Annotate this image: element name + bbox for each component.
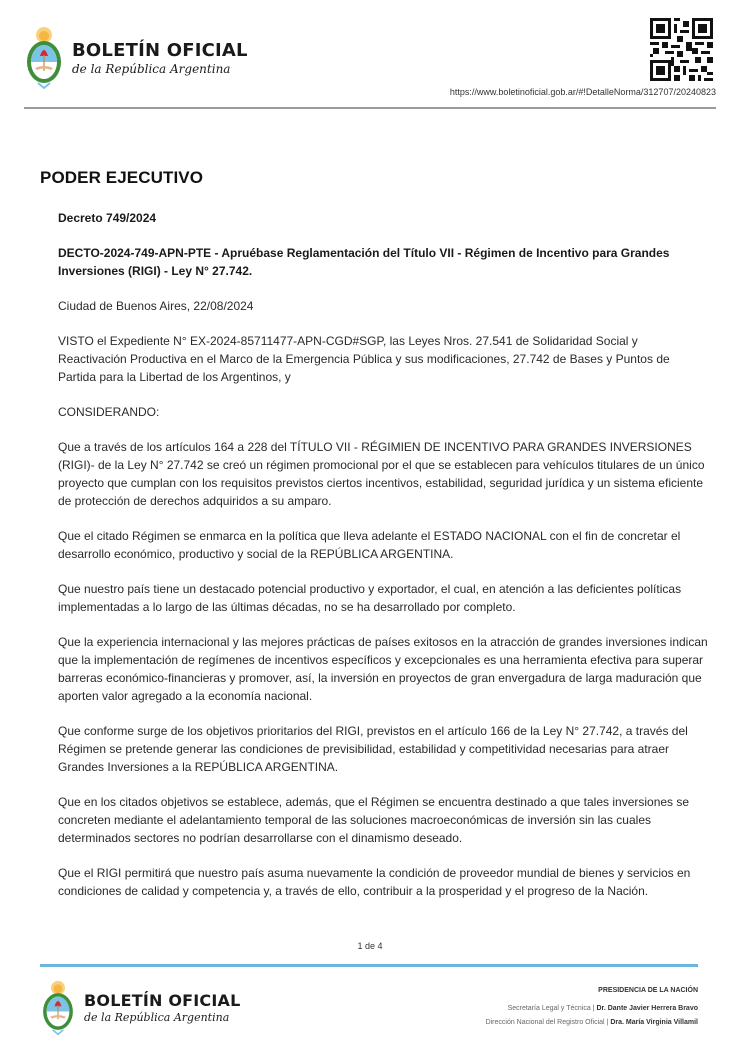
boletin-oficial-logo[interactable] [24,26,248,90]
department-label: Secretaría Legal y Técnica | [507,1005,597,1012]
official-name: Dra. María Virginia Villamil [610,1019,698,1026]
body-paragraph: Que el RIGI permitirá que nuestro país asuma nuevamente la condición de proveedor mundial de bienes y servicios en condiciones de calidad y competencia y, a través de ello, contribuir a la prosperidad y el progreso de la Nación. [58,866,691,898]
coat-of-arms-icon [24,26,64,90]
body-paragraph: Que nuestro país tiene un destacado potencial productivo y exportador, el cual, en atención a las deficientes políticas implementadas a lo largo de las últimas décadas, no se ha desarrollado por completo. [58,582,682,614]
logo-subtitle: de la República Argentina [72,61,231,76]
body-paragraph: Que conforme surge de los objetivos prioritarios del RIGI, previstos en el artículo 166 de la Ley N° 27.742, a través del Régimen se pretende generar las condiciones de previsibilidad, estabilidad y competitividad necesarias para atraer Grandes Inversiones a la REPÚBLICA ARGENTINA. [58,724,688,774]
qr-code-icon[interactable] [650,18,713,81]
official-name: Dr. Dante Javier Herrera Bravo [596,1005,698,1012]
department-label: Dirección Nacional del Registro Oficial | [485,1019,611,1026]
presidency-label: PRESIDENCIA DE LA NACIÓN [598,987,698,994]
document-url[interactable]: https://www.boletinoficial.gob.ar/#!DetalleNorma/312707/20240823 [449,87,716,97]
credit-line-legal [486,1002,698,1016]
place-date: Ciudad de Buenos Aires, 22/08/2024 [58,299,254,313]
footer-logo-title: BOLETÍN OFICIAL [84,991,241,1010]
credit-line-registry [486,1016,698,1030]
visto-paragraph: VISTO el Expediente N° EX-2024-85711477-APN-CGD#SGP, las Leyes Nros. 27.541 de Solidaridad Social y Reactivación Productiva en el Marco de la Emergencia Pública y sus modificaciones, 27.742 de Bases y Puntos de Partida para la Libertad de los Argentinos, y [58,334,670,384]
body-paragraph: Que a través de los artículos 164 a 228 del TÍTULO VII - RÉGIMIEN DE INCENTIVO PARA GRANDES INVERSIONES (RIGI)- de la Ley N° 27.742 se creó un régimen promocional por el que se establecen para vehículos titulares de un único proyecto que cumplan con los requisitos previstos ciertos incentivos, estabilidad, seguridad jurídica y un sistema eficiente de protección de derechos adquiridos a su amparo. [58,440,705,508]
decree-number: Decreto 749/2024 [58,211,157,225]
considerando-heading: CONSIDERANDO: [58,405,160,419]
footer-divider [40,964,698,967]
page-number: 1 de 4 [357,941,383,951]
body-paragraph: Que la experiencia internacional y las mejores prácticas de países exitosos en la atracción de grandes inversiones indican que la implementación de regímenes de incentivos específicos y excepcionales es una herramienta efectiva para superar barreras económico-financieras y promover, así, la inversión en proyectos de gran envergadura de larga maduración que aporten valor agregado a la economía nacional. [58,635,708,703]
footer-logo-subtitle: de la República Argentina [84,1011,230,1024]
coat-of-arms-icon [40,980,76,1036]
section-title: PODER EJECUTIVO [40,168,204,187]
document-header [0,0,740,112]
decree-title: DECTO-2024-749-APN-PTE - Apruébase Reglamentación del Título VII - Régimen de Incentivo para Grandes Inversiones (RIGI) - Ley N° 27.742. [58,246,670,278]
body-paragraph: Que en los citados objetivos se establece, además, que el Régimen se encuentra destinado a que tales inversiones se concreten mediante el adelantamiento temporal de las soluciones macroeconómicas de inversión sin las cuales determinados sectores no podrían desarrollarse con el dinamismo deseado. [58,795,690,845]
footer-credits [486,984,698,1030]
logo-title: BOLETÍN OFICIAL [72,39,248,61]
footer-boletin-oficial-logo[interactable] [40,980,241,1036]
body-paragraph: Que el citado Régimen se enmarca en la política que lleva adelante el ESTADO NACIONAL con el fin de concretar el desarrollo económico, productivo y social de la REPÚBLICA ARGENTINA. [58,529,681,561]
header-divider [24,107,716,109]
document-body [58,209,708,917]
